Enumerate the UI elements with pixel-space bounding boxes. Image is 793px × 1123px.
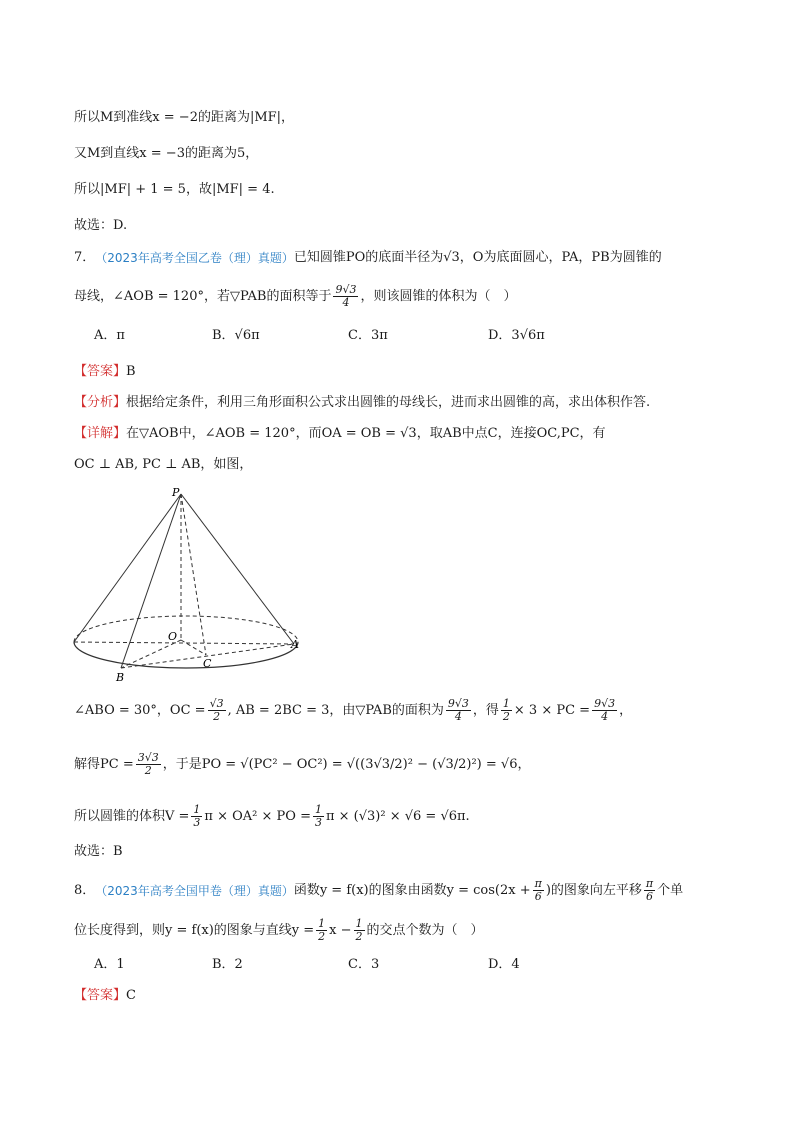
q7-calc-3 [74,804,470,829]
calc2-b: ，于是PO = √(PC² − OC²) = √((3√3/2)² − (√3/2)²) = √6， [162,756,531,772]
calc1-frac-3 [501,698,512,723]
frac-den: 4 [601,710,609,723]
detail-text-1: 在▽AOB中，∠AOB = 120°，而OA = OB = √3，取AB中点C，连接OC,PC，有 [126,426,606,441]
frac-den: 2 [502,710,510,723]
q8-number: 8． [74,882,96,898]
text-line-3 [74,180,275,200]
frac-num: 1 [502,697,510,710]
text-line-4 [74,216,127,236]
label-A: A [291,638,299,651]
answer-value: B [126,364,136,379]
line-4-text: 故选：D. [74,218,128,233]
q7-end [74,842,123,862]
q8-stem-2a: 位长度得到，则y = f(x)的图象与直线y = [74,922,315,938]
calc3-a: 所以圆锥的体积V = [74,808,190,824]
calc3-b: π × OA² × PO = [204,808,311,824]
q7-option-b[interactable]: B．√6π [212,328,260,343]
frac-num: 1 [355,917,363,930]
line-3-text: 所以|MF| + 1 = 5，故|MF| = 4. [74,182,275,197]
frac-num: 3√3 [137,751,159,764]
analysis-text: 根据给定条件，利用三角形面积公式求出圆锥的母线长，进而求出圆锥的高，求出体积作答. [126,395,651,410]
q8-stem-line-2 [74,918,484,943]
detail-tag: 【详解】 [74,426,127,441]
frac-den: 3 [193,816,201,829]
q8-option-d[interactable]: D．4 [488,957,520,972]
q7-stem-fraction [333,284,358,309]
frac-num: π [534,877,542,890]
frac-num: 1 [314,803,322,816]
calc1-a: ∠ABO = 30°，OC = [74,702,206,718]
label-P: P [172,486,180,499]
line-1-text: 所以M到准线x = −2的距离为|MF|， [74,110,295,125]
base-ellipse-back [74,616,298,642]
line-O-C [181,640,206,655]
calc1-d: × 3 × PC = [513,702,591,718]
q8-option-b[interactable]: B．2 [212,957,243,972]
q7-detail-1 [74,424,606,444]
q7-detail-2 [74,455,252,475]
label-B: B [116,671,125,684]
q8-stem-frac-2 [644,878,655,903]
analysis-tag: 【分析】 [74,395,127,410]
calc1-frac-1 [208,698,226,723]
calc2-frac-1 [136,752,161,777]
q8-option-c[interactable]: C．3 [348,957,380,972]
frac-den: 2 [213,710,221,723]
answer-tag: 【答案】 [74,988,127,1003]
q7-answer [74,362,136,382]
frac-den: 4 [454,710,462,723]
q8-stem-line-1 [74,878,683,903]
calc1-e: ， [619,702,633,718]
q7-stem-line-2 [74,284,517,309]
calc1-b: , AB = 2BC = 3，由▽PAB的面积为 [227,702,444,718]
q7-option-c[interactable]: C．3π [348,328,388,343]
text-line-1 [74,108,294,128]
q7-calc-1 [74,698,632,723]
q8-stem-1b: )的图象向左平移 [545,882,642,898]
q7-end-text: 故选：B [74,844,123,859]
line-P-left [74,494,181,642]
q8-option-a[interactable]: A．1 [94,957,125,972]
frac-den: 3 [314,816,322,829]
frac-num: π [645,877,654,890]
calc3-frac-2 [313,804,324,829]
q7-stem-2b: ，则该圆锥的体积为（ ） [360,288,517,304]
calc1-c: ，得 [472,702,499,718]
q8-stem-2b: x − [329,922,352,938]
q8-stem-1a: 函数y = f(x)的图象由函数y = cos(2x + [293,882,531,898]
answer-tag: 【答案】 [74,364,127,379]
q7-source: （2023年高考全国乙卷（理）真题） [95,251,294,265]
frac-den: 2 [355,930,363,943]
calc2-a: 解得PC = [74,756,134,772]
q7-calc-2 [74,752,530,777]
q7-option-d[interactable]: D．3√6π [488,328,545,343]
q8-stem2-frac-1 [316,918,327,943]
frac-num: 1 [193,803,201,816]
calc3-frac-1 [191,804,202,829]
line-2-text: 又M到直线x = −3的距离为5， [74,146,259,161]
calc1-frac-4 [592,698,617,723]
calc3-c: π × (√3)² × √6 = √6π. [325,808,470,824]
frac-den: 4 [342,296,350,309]
q7-stem-1: 已知圆锥PO的底面半径为√3，O为底面圆心，PA，PB为圆锥的 [293,250,662,265]
frac-num: 9√3 [594,697,616,710]
q7-stem-2a: 母线，∠AOB = 120°，若▽PAB的面积等于 [74,288,332,304]
label-C: C [203,657,212,670]
base-ellipse-front [74,642,298,668]
q8-stem-2c: 的交点个数为（ ） [366,922,484,938]
frac-num: 1 [318,917,326,930]
q8-source: （2023年高考全国甲卷（理）真题） [95,883,294,898]
q7-analysis [74,393,650,413]
frac-num: √3 [209,697,224,710]
line-P-C [181,494,206,655]
text-line-2 [74,144,258,164]
frac-num: 9√3 [335,283,357,296]
frac-den: 2 [144,764,152,777]
frac-den: 6 [534,890,542,903]
label-O: O [168,630,178,643]
q8-stem2-frac-2 [354,918,365,943]
q7-number: 7． [74,250,96,265]
frac-den: 2 [318,930,326,943]
frac-den: 6 [646,890,654,903]
q8-stem-frac-1 [533,878,544,903]
answer-value: C [126,988,136,1003]
detail-text-2: OC ⊥ AB, PC ⊥ AB，如图， [74,457,253,472]
q7-stem-line-1 [74,248,662,268]
q7-option-a[interactable]: A．π [94,328,125,343]
line-P-A [181,494,294,644]
q8-answer [74,986,136,1006]
frac-num: 9√3 [447,697,469,710]
q8-stem-1c: 个单 [657,882,684,898]
cone-figure [66,482,306,688]
calc1-frac-2 [446,698,471,723]
